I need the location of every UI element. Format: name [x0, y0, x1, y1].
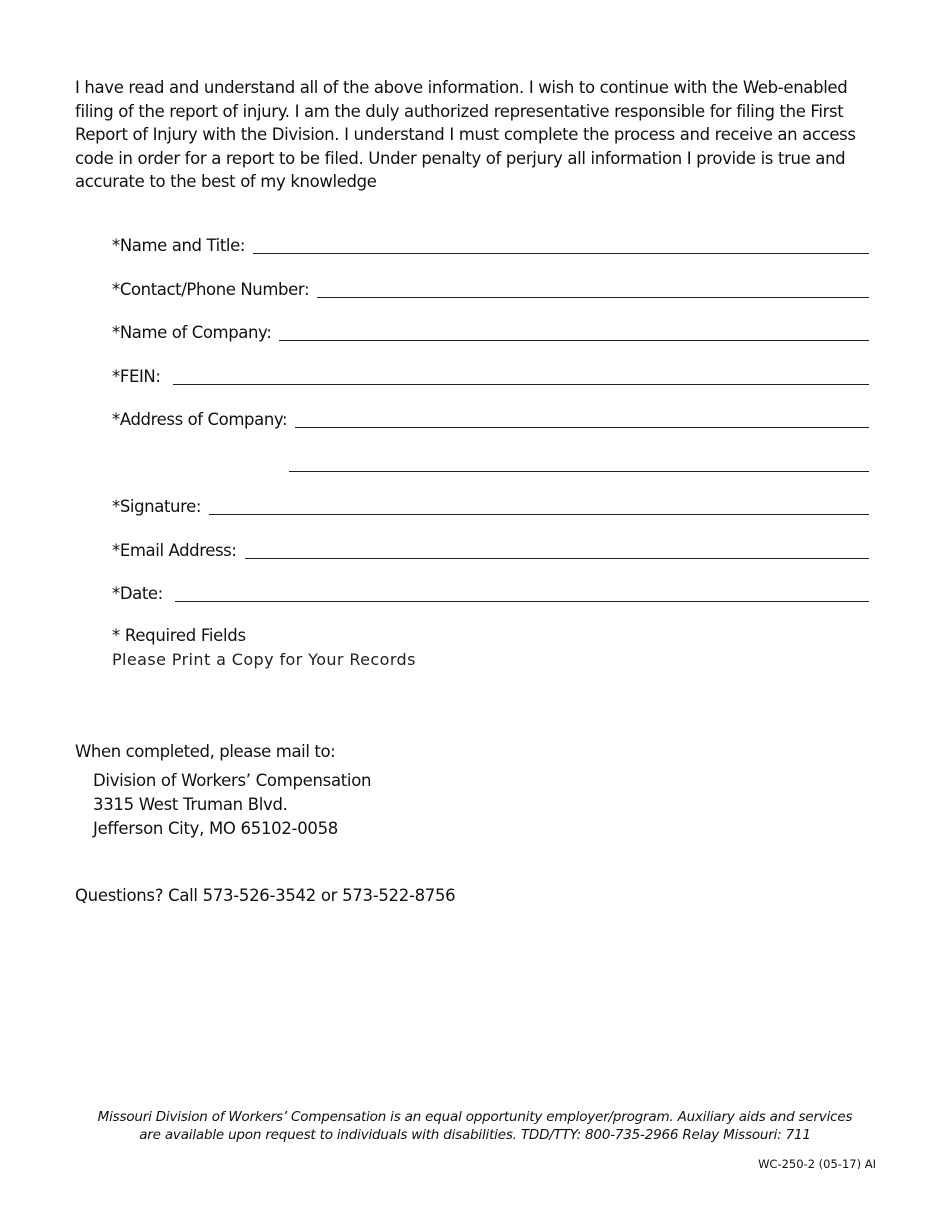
- fein-label: *FEIN:: [112, 367, 161, 386]
- company-address-label: *Address of Company:: [112, 410, 288, 429]
- attestation-paragraph: I have read and understand all of the above information. I wish to continue with the Web-enabled filing of the report of injury. I am the duly authorized representative responsible for filing the First Report of Injury with the Division. I understand I must complete the process and receive an access code in order for a report to be filed. Under penalty of perjury all information I provide is true and accurate to the best of my knowledge: [75, 78, 856, 191]
- required-fields-note: * Required Fields: [112, 626, 246, 645]
- company-address-field[interactable]: [112, 406, 869, 430]
- email-field[interactable]: [112, 537, 869, 561]
- date-field[interactable]: [112, 580, 869, 604]
- date-line[interactable]: [175, 600, 869, 602]
- company-address-line-2-field[interactable]: [112, 450, 869, 474]
- name-title-label: *Name and Title:: [112, 236, 245, 255]
- date-label: *Date:: [112, 584, 163, 603]
- address-line-2: 3315 West Truman Blvd.: [93, 795, 288, 814]
- signature-label: *Signature:: [112, 497, 202, 516]
- mail-heading: When completed, please mail to:: [75, 742, 336, 761]
- contact-phone-field[interactable]: [112, 276, 869, 300]
- fein-field[interactable]: [112, 363, 869, 387]
- email-label: *Email Address:: [112, 541, 237, 560]
- print-copy-note: Please Print a Copy for Your Records: [112, 650, 416, 669]
- company-name-line[interactable]: [279, 339, 869, 341]
- company-name-field[interactable]: [112, 319, 869, 343]
- signature-field[interactable]: [112, 493, 869, 517]
- form-number: WC-250-2 (05-17) AI: [758, 1157, 876, 1171]
- mailing-address: [93, 769, 371, 841]
- address-line-3: Jefferson City, MO 65102-0058: [93, 819, 338, 838]
- contact-phone-label: *Contact/Phone Number:: [112, 280, 310, 299]
- footer-line-1: Missouri Division of Workers’ Compensation is an equal opportunity employer/program. Auxiliary aids and services: [97, 1109, 853, 1125]
- company-address-line[interactable]: [295, 426, 869, 428]
- company-name-label: *Name of Company:: [112, 323, 272, 342]
- footer-notice: [60, 1108, 890, 1144]
- email-line[interactable]: [245, 557, 869, 559]
- signature-line[interactable]: [209, 513, 869, 515]
- name-title-field[interactable]: [112, 232, 869, 256]
- address-line-1: Division of Workers’ Compensation: [93, 771, 372, 790]
- questions-contact: Questions? Call 573-526-3542 or 573-522-8756: [75, 886, 456, 905]
- footer-line-2: are available upon request to individuals with disabilities. TDD/TTY: 800-735-2966 Relay Missouri: 711: [139, 1127, 811, 1143]
- fein-line[interactable]: [173, 383, 869, 385]
- contact-phone-line[interactable]: [317, 296, 869, 298]
- company-address-line-2[interactable]: [289, 470, 869, 472]
- name-title-line[interactable]: [253, 252, 869, 254]
